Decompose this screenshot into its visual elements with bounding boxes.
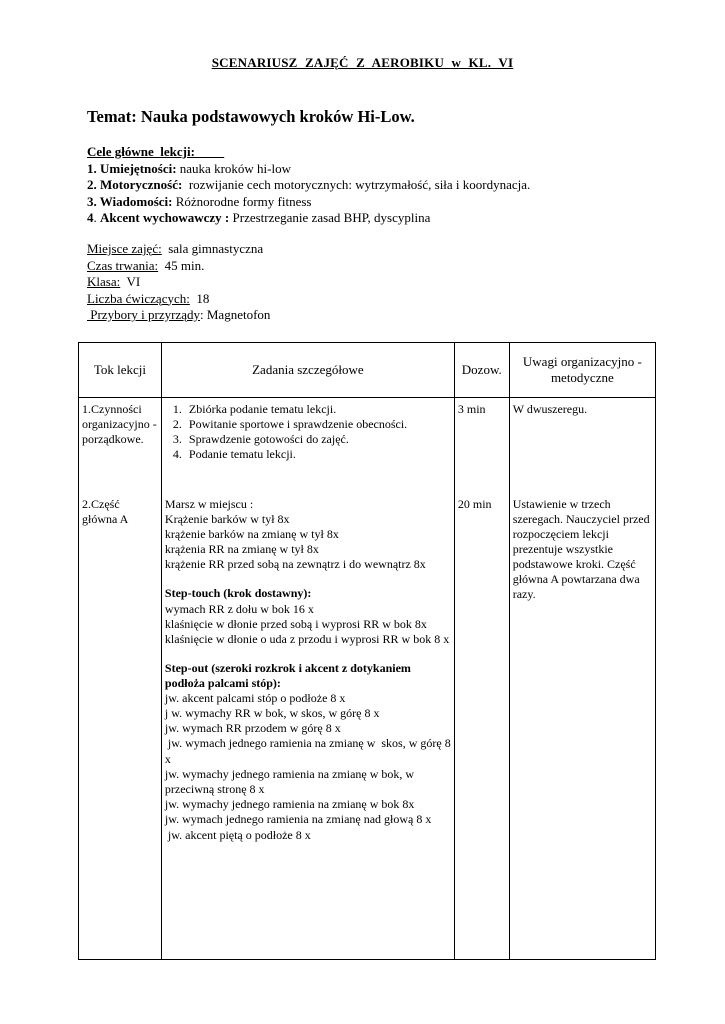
table-cell-notes: [509, 398, 655, 960]
page-title: SCENARIUSZ ZAJĘĆ Z AEROBIKU w KL. VI: [211, 55, 514, 70]
exercise-line: krążenie RR przed sobą na zewnątrz i do wewnątrz 8x: [164, 557, 426, 571]
exercise-line: klaśnięcie w dłonie o uda z przodu i wyprosi RR w bok 8 x: [164, 632, 450, 646]
lesson-info: [87, 241, 270, 324]
exercise-line: krążenie barków na zmianę w tył 8x: [164, 527, 339, 541]
exercise-line: jw. akcent piętą o podłoże 8 x: [164, 828, 311, 842]
lesson-topic: Temat: Nauka podstawowych kroków Hi-Low.: [87, 107, 415, 126]
info-participants: Liczba ćwiczących: 18: [87, 290, 210, 306]
task-list: [165, 402, 451, 462]
section-label: 2.Część główna A: [82, 497, 129, 526]
list-item: 1. Zbiórka podanie tematu lekcji.: [185, 402, 451, 417]
goal-item: 2. Motoryczność: rozwijanie cech motorycznych: wytrzymałość, siła i koordynacja.: [87, 177, 531, 192]
col-header-dose: Dozow.: [454, 343, 509, 398]
table-cell-dose: [454, 398, 509, 960]
exercise-line: j w. wymachy RR w bok, w skos, w górę 8 x: [164, 706, 380, 720]
info-class: Klasa: VI: [87, 274, 141, 289]
notes-text: W dwuszeregu.: [512, 402, 588, 416]
exercise-line: krążenia RR na zmianę w tył 8x: [164, 542, 319, 556]
goal-item: 1. Umiejętności: nauka kroków hi-low: [87, 160, 291, 176]
col-header-notes: Uwagi organizacyjno - metodyczne: [509, 343, 655, 398]
steptouch-heading: Step-touch (krok dostawny):: [164, 586, 312, 600]
march-block: [165, 497, 451, 572]
table-header-row: [79, 343, 656, 398]
exercise-line: wymach RR z dołu w bok 16 x: [164, 602, 314, 616]
exercise-line: jw. wymachy jednego ramienia na zmianę w bok 8x: [164, 797, 415, 811]
exercise-line: Krążenie barków w tył 8x: [164, 512, 290, 526]
table-cell-tasks: [161, 398, 454, 960]
dose-value: 3 min: [457, 402, 486, 416]
steptouch-block: [165, 586, 451, 647]
stepout-heading: Step-out (szeroki rozkrok i akcent z dotykaniem podłoża palcami stóp):: [164, 661, 411, 690]
lesson-plan-table: [78, 342, 656, 960]
col-header-tasks: Zadania szczegółowe: [161, 343, 454, 398]
exercise-line: jw. wymach jednego ramienia na zmianę nad głową 8 x: [164, 812, 432, 826]
exercise-line: jw. wymachy jednego ramienia na zmianę w bok, w przeciwną stronę 8 x: [164, 767, 415, 796]
exercise-line: jw. akcent palcami stóp o podłoże 8 x: [164, 691, 346, 705]
info-place: Miejsce zajęć: sala gimnastyczna: [87, 241, 264, 256]
dose-value: 20 min: [457, 497, 492, 511]
exercise-line: jw. wymach jednego ramienia na zmianę w skos, w górę 8 x: [164, 736, 454, 766]
exercise-line: klaśnięcie w dłonie przed sobą i wyprosi RR w bok 8x: [164, 617, 427, 631]
exercise-line: jw. wymach RR przodem w górę 8 x: [164, 721, 341, 735]
list-item: 4. Podanie tematu lekcji.: [185, 447, 451, 462]
info-duration: Czas trwania: 45 min.: [87, 257, 205, 273]
table-cell-section: [79, 398, 162, 960]
goals-heading: Cele główne lekcji:: [87, 144, 225, 159]
table-row: [79, 398, 656, 960]
list-item: 3. Sprawdzenie gotowości do zajęć.: [185, 432, 451, 447]
march-heading: Marsz w miejscu :: [164, 497, 254, 511]
stepout-block: [164, 661, 454, 844]
section-label: 1.Czynności organizacyjno - porządkowe.: [82, 402, 157, 446]
goal-item: 4. Akcent wychowawczy : Przestrzeganie zasad BHP, dyscyplina: [87, 210, 431, 225]
list-item: 2. Powitanie sportowe i sprawdzenie obecności.: [185, 417, 451, 432]
notes-text: Ustawienie w trzech szeregach. Nauczyciel przed rozpoczęciem lekcji prezentuje wszystkie podstawowe kroki. Część główna A powtarzana dwa razy.: [512, 497, 650, 601]
info-equipment: Przybory i przyrządy: Magnetofon: [87, 307, 271, 322]
lesson-goals: [87, 144, 530, 227]
col-header-course: Tok lekcji: [79, 343, 162, 398]
goal-item: 3. Wiadomości: Różnorodne formy fitness: [87, 193, 312, 209]
